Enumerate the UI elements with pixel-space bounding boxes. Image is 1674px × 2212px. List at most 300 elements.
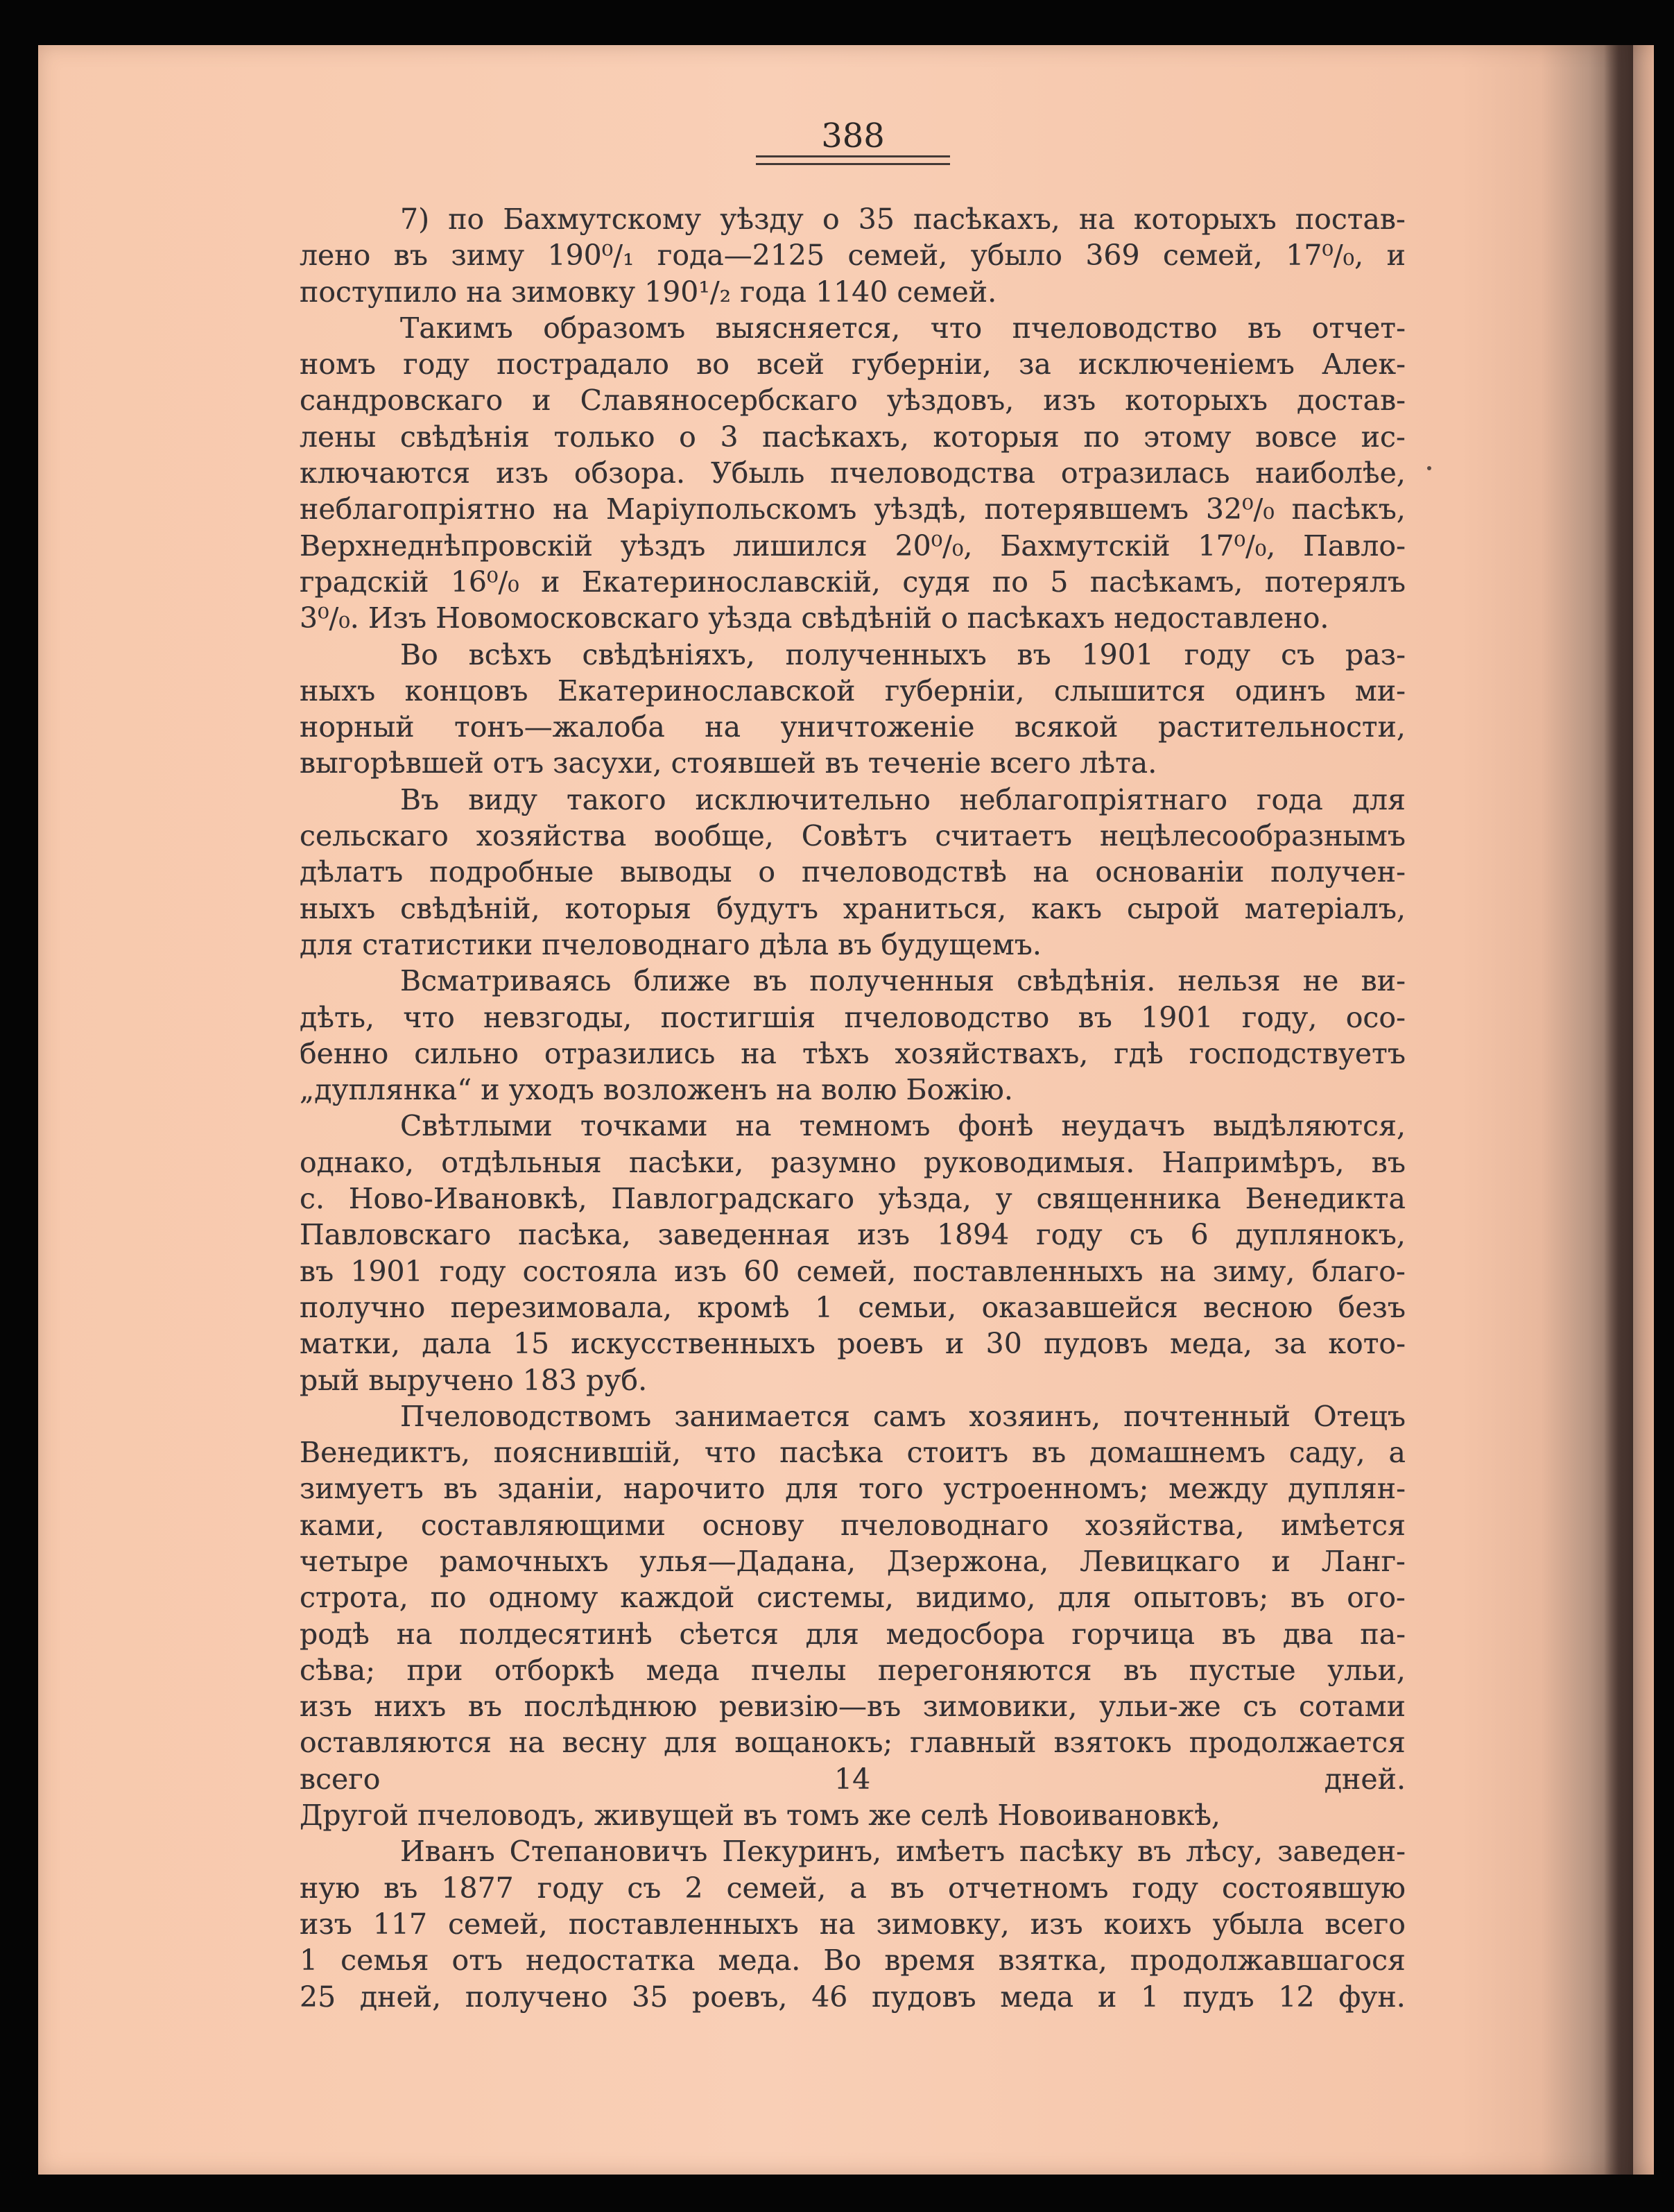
word: отразились [544, 1036, 716, 1070]
word: получено [465, 1980, 608, 2014]
word: меда [1000, 1980, 1074, 2014]
word: вообще, [654, 819, 774, 853]
word: семей, [726, 1871, 827, 1905]
word: свѣдѣніяхъ, [582, 637, 755, 671]
word: домашнемъ [1089, 1436, 1266, 1470]
word: 6 [1190, 1218, 1209, 1252]
word: такого [566, 782, 666, 816]
word: пудъ [1182, 1980, 1254, 2014]
word: полученныя [809, 964, 994, 998]
word: въ [1078, 1000, 1112, 1034]
word: Павло- [1303, 529, 1406, 563]
word: Алек- [1322, 348, 1406, 381]
word: году, [1241, 1000, 1318, 1034]
word: не [1302, 964, 1339, 998]
word: взятокъ [1053, 1726, 1172, 1760]
text-line [300, 673, 1406, 709]
text-line [300, 1724, 1406, 1760]
word: всѣхъ [468, 637, 552, 671]
text-line [300, 1108, 1406, 1144]
word: Екатеринославскій, [581, 565, 881, 599]
word: на [705, 710, 741, 744]
text-line [300, 1579, 1406, 1615]
word: пасѣка [779, 1436, 883, 1470]
word: сельскаго [300, 819, 449, 853]
text-line [300, 854, 1406, 890]
text-line-content: 3⁰/₀. Изъ Новомосковскаго уѣзда свѣдѣній о пасѣкахъ недоставлено. [300, 601, 1329, 635]
word: того [858, 1472, 924, 1506]
word: Верхнеднѣпровскій [300, 529, 594, 563]
text-line [300, 1253, 1406, 1289]
word: на [735, 1109, 772, 1143]
word: лено [300, 239, 371, 273]
text-line [300, 1036, 1406, 1072]
word: па- [1360, 1617, 1406, 1651]
word: пасѣкахъ, [913, 203, 1060, 236]
word: норный [300, 710, 415, 744]
text-line-content: Другой пчеловодъ, живущей въ томъ же селѣ Новоивановкѣ, [300, 1799, 1220, 1833]
word: опытовъ; [1133, 1581, 1269, 1615]
word: пасѣку [1019, 1835, 1123, 1869]
word: поставленныхъ [568, 1907, 799, 1941]
text-line [300, 382, 1406, 418]
text-line [300, 818, 1406, 854]
word: 7) [400, 203, 430, 236]
word: гдѣ [1114, 1036, 1164, 1070]
word: Маріупольскомъ [605, 492, 857, 526]
word: для [664, 1726, 718, 1760]
word: получен- [1270, 855, 1406, 889]
text-line [300, 963, 1406, 999]
word: 14 [834, 1762, 871, 1796]
word: ную [300, 1871, 361, 1905]
text-line [300, 1616, 1406, 1652]
word: выдѣляются, [1213, 1109, 1406, 1143]
text-line [300, 1942, 1406, 1978]
word: заведен- [1277, 1835, 1406, 1869]
word: отборкѣ [494, 1653, 615, 1687]
word: перезимовала, [450, 1290, 673, 1324]
word: году [1184, 637, 1251, 671]
word: недостатка [526, 1944, 696, 1978]
word: Отецъ [1313, 1399, 1406, 1433]
word: которыхъ [1133, 203, 1277, 236]
word: невзгоды, [483, 1000, 632, 1034]
word: неблагопріятно [300, 492, 536, 526]
word: уничтоженіе [780, 710, 975, 744]
word: дала [422, 1327, 492, 1361]
word: 190⁰/₁ [547, 239, 635, 273]
word: съ [1281, 637, 1315, 671]
word: всякой [1014, 710, 1119, 744]
word: и [532, 384, 551, 418]
word: сырой [1126, 891, 1220, 925]
word: Бахмутскому [503, 203, 702, 236]
word: два [1282, 1617, 1334, 1651]
word: года [1256, 782, 1323, 816]
word: уѣзду [720, 203, 804, 236]
word: роевъ, [692, 1980, 788, 2014]
word: на [396, 1617, 433, 1651]
word: во [696, 348, 730, 381]
word: номъ [300, 348, 376, 381]
word: что [403, 1000, 455, 1034]
word: кромѣ [697, 1290, 790, 1324]
word: 20⁰/₀, [895, 529, 973, 563]
word: по [992, 565, 1028, 599]
text-line [300, 1906, 1406, 1942]
text-line [300, 237, 1406, 273]
word: фун. [1338, 1980, 1406, 2014]
word: руководимыя. [923, 1145, 1135, 1179]
text-line-content: выгорѣвшей отъ засухи, стоявшей въ теченіе всего лѣта. [300, 746, 1157, 780]
word: пчеловодствѣ [801, 855, 1007, 889]
text-line-content: для статистики пчеловоднаго дѣла въ будущемъ. [300, 927, 1042, 961]
word: 46 [811, 1980, 848, 2014]
word: коихъ [1103, 1907, 1192, 1941]
word: и [1097, 1980, 1117, 2014]
word: семей, [1163, 239, 1263, 273]
word: пчеловодство [1012, 311, 1218, 345]
text-line [300, 1761, 1406, 1797]
word: зданіи, [497, 1472, 604, 1506]
word: и [944, 1327, 965, 1361]
word: хозяйствахъ, [895, 1036, 1089, 1070]
word: имѣетъ [896, 1835, 1006, 1869]
word: хозяинъ, [969, 1399, 1101, 1433]
word: которыя [933, 420, 1060, 454]
word: зимовики, [922, 1690, 1078, 1724]
word: этому [1144, 420, 1232, 454]
word: благо- [1311, 1254, 1406, 1288]
word: главный [910, 1726, 1037, 1760]
word: ныхъ [300, 891, 376, 925]
word: въ [443, 1472, 478, 1506]
word: наиболѣе, [1255, 456, 1406, 490]
text-line [300, 1398, 1406, 1434]
word: въ [1371, 1145, 1406, 1179]
word: зимуетъ [300, 1472, 424, 1506]
word: меда, [1170, 1327, 1252, 1361]
word: всего [1324, 1907, 1406, 1941]
word: о [679, 420, 696, 454]
word: году [1036, 1218, 1103, 1252]
word: губерніи, [852, 348, 992, 381]
text-line [300, 455, 1406, 491]
word: Славяносербскаго [580, 384, 858, 418]
word: для [785, 1472, 839, 1506]
body-text [300, 201, 1406, 2015]
word: дней, [359, 1980, 442, 2014]
text-line [300, 419, 1406, 455]
word: саду, [1288, 1436, 1365, 1470]
word: будутъ [716, 891, 818, 925]
word: однако, [300, 1145, 415, 1179]
text-line [300, 637, 1406, 673]
word: изъ [496, 456, 549, 490]
word: на [508, 1726, 545, 1760]
text-line [300, 1833, 1406, 1869]
word: виду [468, 782, 537, 816]
word: медосбора [886, 1617, 1045, 1651]
margin-mark [1427, 466, 1431, 470]
word: образомъ [543, 311, 686, 345]
word: въ [1123, 1653, 1158, 1687]
word: 117 [372, 1907, 428, 1941]
text-line-content: рый выручено 183 руб. [300, 1363, 648, 1397]
word: кото- [1328, 1327, 1406, 1361]
word: уѣздъ [620, 529, 706, 563]
word: имѣется [1281, 1508, 1406, 1542]
word: оставляются [300, 1726, 492, 1760]
word: нельзя [1177, 964, 1281, 998]
word: ближе [633, 964, 731, 998]
word: всей [757, 348, 825, 381]
word: нарочито [623, 1472, 766, 1506]
text-line [300, 1289, 1406, 1326]
word: оказавшейся [981, 1290, 1178, 1324]
text-line-content: „дуплянка“ и уходъ возложенъ на волю Божію. [300, 1073, 1013, 1107]
word: пудовъ [1044, 1327, 1148, 1361]
word: разумно [770, 1145, 897, 1179]
text-line [300, 782, 1406, 818]
word: на [1033, 855, 1069, 889]
word: ныхъ [300, 674, 376, 708]
text-line [300, 600, 1406, 636]
word: Дзержона, [886, 1544, 1049, 1578]
word: а [849, 1871, 867, 1905]
word: состоявшую [1222, 1871, 1406, 1905]
word: полдесятинѣ [459, 1617, 653, 1651]
word: ульи-же [1099, 1690, 1221, 1724]
word: постигшія [660, 1000, 816, 1034]
text-line [300, 1326, 1406, 1362]
word: въ [383, 1871, 418, 1905]
word: 30 [985, 1327, 1022, 1361]
word: весну [562, 1726, 647, 1760]
text-line [300, 1000, 1406, 1036]
word: тѣхъ [802, 1036, 870, 1070]
word: году [1132, 1871, 1199, 1905]
word: отразилась [1060, 456, 1230, 490]
word: дуплян- [1288, 1472, 1406, 1506]
word: Екатеринославской [557, 674, 856, 708]
text-line [300, 1434, 1406, 1471]
word: обзора. [573, 456, 686, 490]
text-line [300, 1507, 1406, 1543]
word: взятка, [998, 1944, 1107, 1978]
word: между [1168, 1472, 1268, 1506]
word: 25 [300, 1980, 336, 2014]
text-line [300, 1652, 1406, 1688]
text-line [300, 709, 1406, 745]
word: 1901 [1141, 1000, 1214, 1034]
word: въ [1248, 311, 1282, 345]
word: Убыль [711, 456, 805, 490]
word: пасѣкамъ, [1089, 565, 1243, 599]
word: стоитъ [906, 1436, 1009, 1470]
word: пасѣка, [518, 1218, 631, 1252]
word: 1901 [350, 1254, 423, 1288]
word: уѣздовъ, [886, 384, 1015, 418]
text-line [300, 346, 1406, 382]
word: неблагопріятнаго [959, 782, 1228, 816]
word: уѣздѣ, [874, 492, 967, 526]
text-line [300, 1217, 1406, 1253]
text-line [300, 310, 1406, 346]
word: 2 [684, 1871, 703, 1905]
word: 1894 [936, 1218, 1010, 1252]
word: пчеловоднаго [840, 1508, 1049, 1542]
word: году [439, 1254, 506, 1288]
word: пустые [1189, 1653, 1296, 1687]
word: Во [823, 1944, 862, 1978]
word: одинъ [1234, 674, 1326, 708]
word: 60 [743, 1254, 780, 1288]
word: въ [467, 1690, 503, 1724]
word: изъ [1043, 384, 1096, 418]
word: 1 [1141, 1980, 1159, 2014]
word: Свѣтлыми [400, 1109, 553, 1143]
word: Павлоградскаго [611, 1182, 855, 1216]
word: Павловскаго [300, 1218, 492, 1252]
word: перегоняются [877, 1653, 1092, 1687]
word: изъ [300, 1690, 352, 1724]
word: семьи, [858, 1290, 957, 1324]
word: составляющими [420, 1508, 666, 1542]
word: отчетномъ [948, 1871, 1109, 1905]
word: вовсе [1255, 420, 1338, 454]
word: получно [300, 1290, 426, 1324]
word: для [805, 1617, 859, 1651]
word: безъ [1338, 1290, 1406, 1324]
text-line [300, 1688, 1406, 1724]
word: у [995, 1182, 1012, 1216]
word: Иванъ [400, 1835, 495, 1869]
word: по [430, 1581, 467, 1615]
word: въ [1291, 1581, 1325, 1615]
word: на [819, 1907, 856, 1941]
word: въ [1017, 637, 1051, 671]
word: съ [627, 1871, 662, 1905]
word: только [553, 420, 655, 454]
word: потерявшемъ [984, 492, 1189, 526]
word: на [1159, 1254, 1196, 1288]
word: съ [1129, 1218, 1164, 1252]
word: постав- [1295, 203, 1406, 236]
word: семей, [796, 1254, 897, 1288]
page-number-rule [756, 155, 950, 165]
word: 369 [1085, 239, 1140, 273]
word: видимо, [915, 1581, 1036, 1615]
text-line [300, 1543, 1406, 1579]
word: свѣдѣній, [400, 891, 540, 925]
word: 15 [512, 1327, 550, 1361]
word: одному [488, 1581, 598, 1615]
word: неудачъ [1061, 1109, 1186, 1143]
word: 1 [300, 1944, 318, 1978]
word: 35 [858, 203, 895, 236]
word: вощанокъ; [734, 1726, 893, 1760]
word: достав- [1297, 384, 1406, 418]
word: 3 [720, 420, 739, 454]
word: дѣть, [300, 1000, 375, 1034]
word: считаетъ [935, 819, 1072, 853]
text-line [300, 1870, 1406, 1906]
word: искусственныхъ [571, 1327, 816, 1361]
word: сотами [1298, 1690, 1406, 1724]
text-line [300, 1072, 1406, 1108]
text-line [300, 491, 1406, 527]
word: Венедиктъ, [300, 1436, 470, 1470]
word: Бахмутскій [1000, 529, 1171, 563]
word: выясняется, [715, 311, 901, 345]
word: священника [1036, 1182, 1221, 1216]
word: меда [646, 1653, 720, 1687]
word: изъ [1030, 1907, 1083, 1941]
word: нихъ [374, 1690, 447, 1724]
word: и [1386, 239, 1406, 273]
word: Въ [400, 782, 440, 816]
text-line [300, 1181, 1406, 1217]
word: при [406, 1653, 463, 1687]
word: Совѣтъ [801, 819, 908, 853]
word: ого- [1347, 1581, 1406, 1615]
word: самъ [872, 1399, 947, 1433]
word: пчеловодства [830, 456, 1035, 490]
word: въ [300, 1254, 334, 1288]
word: фонѣ [958, 1109, 1034, 1143]
text-line [300, 927, 1406, 963]
word: 17⁰/₀, [1198, 529, 1276, 563]
word: концовъ [404, 674, 528, 708]
word: для [1352, 782, 1406, 816]
word: осо- [1345, 1000, 1406, 1034]
word: въ [752, 964, 788, 998]
word: градскій [300, 565, 429, 599]
word: Левицкаго [1080, 1544, 1241, 1578]
text-line [300, 1979, 1406, 2015]
word: году [537, 1871, 604, 1905]
word: 1 [814, 1290, 834, 1324]
word: поставленныхъ [913, 1254, 1144, 1288]
word: растительности, [1157, 710, 1406, 744]
word: основу [702, 1508, 804, 1542]
word: зиму, [1212, 1254, 1295, 1288]
word: послѣднюю [524, 1690, 698, 1724]
word: храниться, [843, 891, 1007, 925]
word: свѣдѣнія [399, 420, 530, 454]
text-line [300, 1471, 1406, 1507]
word: меда. [718, 1944, 801, 1978]
word: отъ [451, 1944, 503, 1978]
word: сѣва; [300, 1653, 376, 1687]
word: ми- [1354, 674, 1406, 708]
text-line [300, 274, 1406, 310]
page-gutter-shadow [1604, 45, 1633, 2175]
word: улья—Дадана, [639, 1544, 856, 1578]
word: 1901 [1081, 637, 1154, 671]
word: Ново-Ивановкѣ, [348, 1182, 587, 1216]
word: родѣ [300, 1617, 370, 1651]
word: губерніи, [884, 674, 1025, 708]
word: пасѣкахъ, [762, 420, 909, 454]
word: пудовъ [872, 1980, 976, 2014]
word: пчелы [751, 1653, 847, 1687]
text-line [300, 528, 1406, 564]
word: заведенная [657, 1218, 831, 1252]
word: темномъ [799, 1109, 931, 1143]
